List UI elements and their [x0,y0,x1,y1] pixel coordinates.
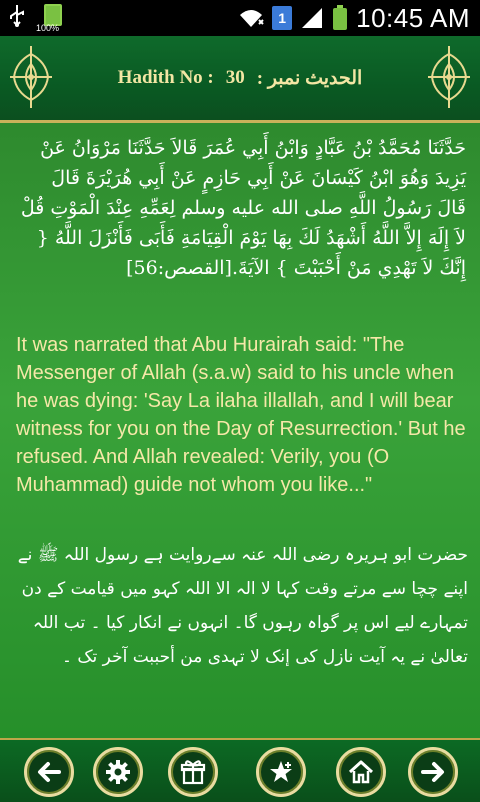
hadith-number: 30 [225,67,245,88]
hadith-label-arabic: الحديث نمبر : [256,67,363,89]
forward-arrow-icon [419,758,447,786]
arabic-text: حَدَّثَنَا مُحَمَّدُ بْنُ عَبَّادٍ وَابْنُ أَبِي عُمَرَ قَالاَ حَدَّثَنَا مَرْوَانُ عَنْ يَزِيدَ وَهُوَ ابْنُ كَيْسَانَ عَنْ أَبِي حَازِمٍ عَنْ أَبِي هُرَيْرَةَ قَالَ قَالَ رَسُولُ اللَّهِ صلى الله عليه وسلم لِعَمِّهِ عِنْدَ الْمَوْتِ قُلْ لاَ إِلَهَ إِلاَّ اللَّهُ أَشْهَدُ لَكَ بِهَا يَوْمَ الْقِيَامَةِ فَأَبَى فَأَنْزَلَ اللَّهُ { إِنَّكَ لاَ تَهْدِي مَنْ أَحْبَبْتَ } الآيَةَ.[القصص:56] [20,137,466,279]
settings-button[interactable] [93,747,143,797]
title-bar [0,36,480,123]
home-button[interactable] [336,747,386,797]
urdu-translation: حضرت ابو ہریرہ رضی اللہ عنہ سےروایت ہے رسول اللہ ﷺ نے اپنے چچا سے مرتے وقت کہا لا الہ الا اللہ کہو میں قیامت کے دن تمہارے لیے اس پر گواہ رہوں گا۔ انہوں نے انکار کیا ۔ تب اللہ تعالیٰ نے یہ آیت نازل کی إنک لا تہدی من أحببت آخر تک ۔ [17,545,468,667]
ornament-icon [424,44,474,110]
home-icon [347,758,375,786]
hadith-label: Hadith No : [117,67,214,88]
bottom-toolbar [0,738,480,802]
star-add-icon [267,758,295,786]
clock: 10:45 AM [356,2,470,33]
hadith-content[interactable] [0,123,480,738]
gift-button[interactable] [168,747,218,797]
sim-icon: 1 [272,6,292,30]
status-bar [0,0,480,36]
gift-icon [179,758,207,786]
battery-percent: 100% [36,23,60,33]
back-arrow-icon [35,758,63,786]
add-favorite-button[interactable] [256,747,306,797]
battery-icon [332,5,348,31]
gear-icon [104,758,132,786]
english-translation: It was narrated that Abu Hurairah said: "The Messenger of Allah (s.a.w) said to his uncle when he was dying: 'Say La ilaha illallah, and I will bear witness for you on the Day of Resurrection.' But he refused. And Allah revealed: Verily, you (O Muhammad) guide not whom you like..." [16,334,466,496]
wifi-icon [238,7,264,29]
back-button[interactable] [24,747,74,797]
signal-icon [300,7,324,29]
usb-icon [8,4,26,28]
battery-icon [36,4,70,34]
forward-button[interactable] [408,747,458,797]
